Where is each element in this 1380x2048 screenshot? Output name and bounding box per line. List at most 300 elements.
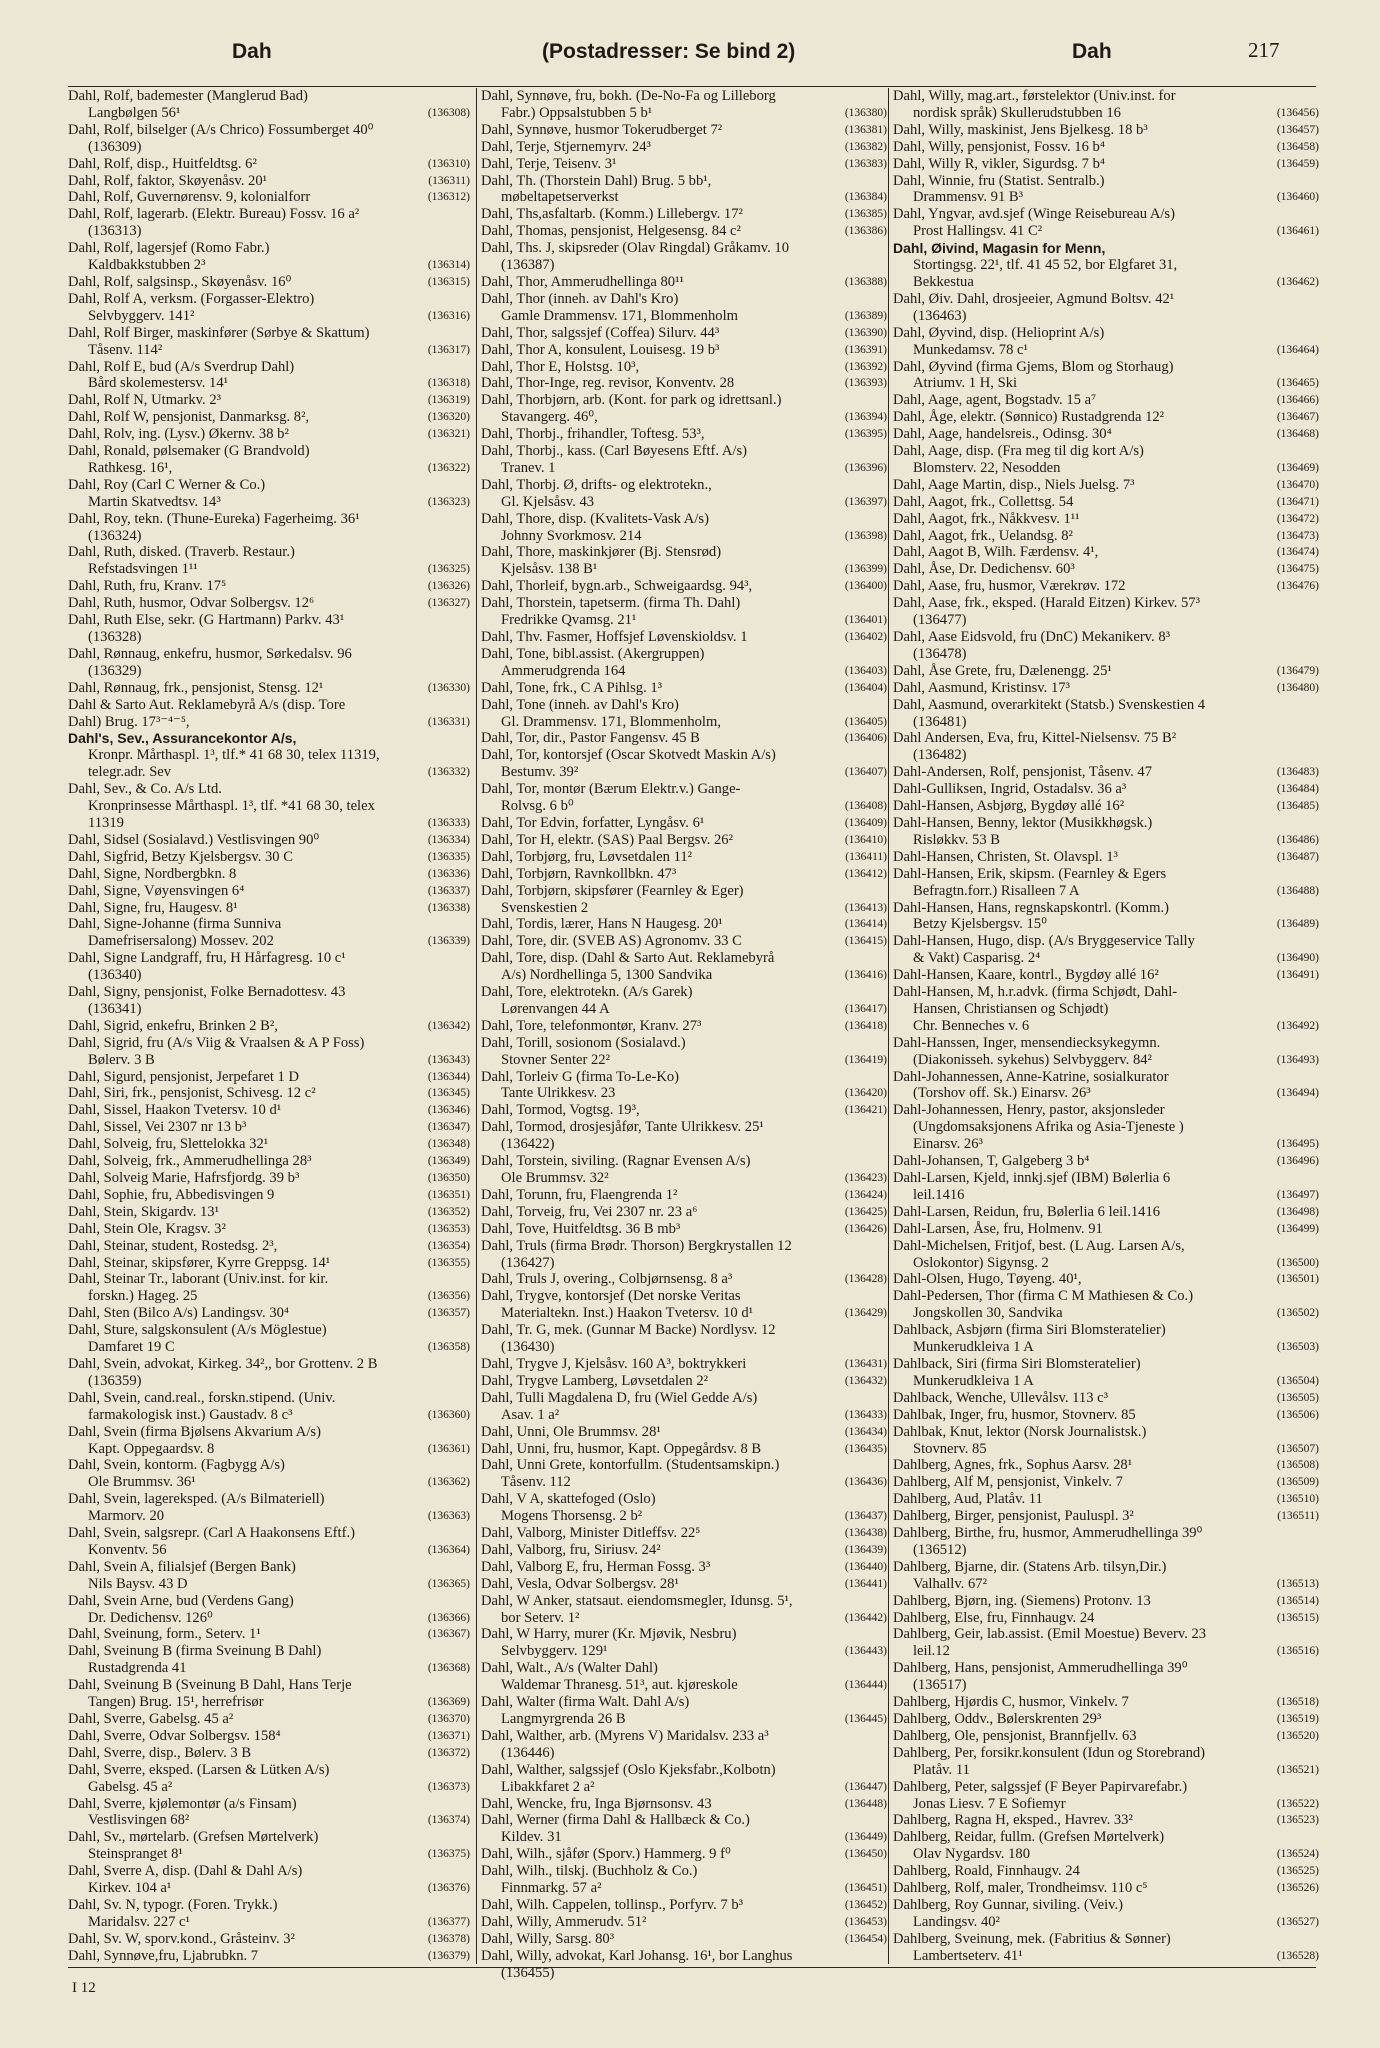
entry-text: Dahl, Sverre, kjølemontør (a/s Finsam) — [68, 1795, 297, 1812]
entry-text: Dahl, Tore, dir. (SVEB AS) Agronomv. 33 C — [481, 933, 742, 950]
directory-entry-line — [481, 325, 889, 342]
directory-entry-line — [481, 933, 889, 950]
directory-entry-line — [481, 1576, 889, 1593]
entry-text: Ole Brummsv. 36¹ — [88, 1474, 196, 1491]
directory-entry-line — [481, 815, 889, 832]
entry-number: (136447) — [844, 1780, 887, 1793]
entry-number: (136361) — [427, 1442, 470, 1455]
entry-text: Dahl, Sissel, Vei 2307 nr 13 b³ — [68, 1119, 247, 1136]
entry-number: (136499) — [1276, 1222, 1319, 1235]
directory-entry-line — [893, 494, 1321, 511]
entry-text: Johnny Svorkmosv. 214 — [501, 527, 642, 544]
entry-text: Rustadgrenda 41 — [88, 1660, 187, 1677]
header-left-keyword: Dah — [232, 40, 272, 63]
entry-number: (136511) — [1277, 1510, 1319, 1523]
directory-entry-line — [68, 1576, 472, 1593]
entry-text: Dahl, Øyvind (firma Gjems, Blom og Storhaug) — [893, 358, 1174, 375]
entry-text: leil.12 — [913, 1643, 950, 1660]
directory-entry-line — [893, 730, 1321, 747]
entry-text: Dahlberg, Hans, pensjonist, Ammerudhellinga 39⁰ — [893, 1660, 1188, 1677]
entry-text: Bestumv. 39² — [501, 764, 579, 781]
directory-entry-line — [68, 1271, 472, 1288]
entry-text: Dahl, Willy, pensjonist, Fossv. 16 b⁴ — [893, 138, 1105, 155]
entry-number: (136398) — [844, 529, 887, 542]
entry-text: Dahl, Walter (firma Walt. Dahl A/s) — [481, 1694, 690, 1711]
directory-entry-line — [68, 342, 472, 359]
directory-entry-line — [893, 1255, 1321, 1272]
entry-text: (Torshov off. Sk.) Einarsv. 26³ — [913, 1085, 1091, 1102]
entry-text: Dahl, Sverre A, disp. (Dahl & Dahl A/s) — [68, 1863, 303, 1880]
directory-entry-line — [481, 1745, 889, 1762]
entry-number: (136525) — [1276, 1865, 1319, 1878]
entry-text: Dahl, Signe Landgraff, fru, H Hårfagresg. 10 c¹ — [68, 950, 346, 967]
directory-entry-line — [893, 359, 1321, 376]
entry-number: (136485) — [1276, 800, 1319, 813]
entry-text: (136359) — [88, 1372, 142, 1389]
directory-entry-line — [893, 342, 1321, 359]
directory-entry-line — [481, 1863, 889, 1880]
entry-text: Dahlberg, Oddv., Bølerskrenten 29³ — [893, 1711, 1102, 1727]
entry-text: Munkerudkleiva 1 A — [913, 1339, 1034, 1356]
directory-entry-line — [68, 561, 472, 578]
directory-entry-line — [893, 1508, 1321, 1525]
entry-number: (136421) — [844, 1104, 887, 1117]
directory-entry-line — [68, 1525, 472, 1542]
directory-entry-line — [481, 1914, 889, 1931]
directory-entry-line — [68, 1356, 472, 1373]
entry-text: & Vakt) Casparisg. 2⁴ — [913, 950, 1041, 967]
directory-entry-line — [893, 1829, 1321, 1846]
footer-signature: I 12 — [72, 1980, 96, 1996]
entry-text: Dahlberg, Geir, lab.assist. (Emil Moestue) Beverv. 23 — [893, 1626, 1207, 1643]
directory-entry-line — [893, 223, 1321, 240]
entry-number: (136378) — [427, 1932, 470, 1945]
entry-number: (136474) — [1276, 546, 1319, 559]
entry-number: (136492) — [1276, 1019, 1319, 1032]
directory-entry-line — [893, 1626, 1321, 1643]
directory-entry-line — [893, 697, 1321, 714]
entry-number: (136428) — [844, 1273, 887, 1286]
directory-entry-line — [481, 950, 889, 967]
directory-entry-line — [68, 206, 472, 223]
entry-text: Dr. Dedichensv. 126⁰ — [88, 1609, 213, 1626]
directory-entry-line — [481, 1508, 889, 1525]
directory-entry-line — [68, 359, 472, 376]
entry-text: Dahl, Wencke, fru, Inga Bjørnsonsv. 43 — [481, 1795, 712, 1812]
entry-number: (136333) — [427, 816, 470, 829]
entry-number: (136456) — [1276, 106, 1319, 119]
entry-text: Dahl-Hansen, Benny, lektor (Musikkhøgsk.) — [893, 814, 1153, 831]
entry-text: Kildev. 31 — [501, 1829, 562, 1846]
entry-text: Dahl, Synnøve, husmor Tokerudberget 7² — [481, 121, 723, 138]
entry-number: (136454) — [844, 1932, 887, 1945]
entry-text: Fredrikke Qvamsg. 21¹ — [501, 612, 637, 629]
directory-entry-line — [68, 1829, 472, 1846]
directory-entry-line — [481, 1238, 889, 1255]
entry-text: Dahl, Rønnaug, frk., pensjonist, Stensg. 12¹ — [68, 679, 324, 696]
entry-text: Tåsenv. 112 — [501, 1474, 571, 1491]
entry-text: Kronprinsesse Mårthaspl. 1³, tlf. *41 68 30, telex — [88, 798, 375, 815]
entry-number: (136502) — [1276, 1307, 1319, 1320]
entry-number: (136479) — [1276, 664, 1319, 677]
directory-entry-line — [68, 1610, 472, 1627]
entry-number: (136487) — [1276, 850, 1319, 863]
directory-entry-line — [481, 663, 889, 680]
entry-text: Lørenvangen 44 A — [501, 1000, 610, 1017]
entry-text: Dahl, Sv., mørtelarb. (Grefsen Mørtelverk) — [68, 1829, 319, 1846]
entry-text: Dahl-Hansen, Erik, skipsm. (Fearnley & Egers — [893, 865, 1167, 882]
entry-text: Atriumv. 1 H, Ski — [913, 375, 1018, 392]
directory-entry-line — [68, 764, 472, 781]
entry-text: Stavangerg. 46⁰, — [501, 409, 598, 426]
entry-text: Risløkkv. 53 B — [913, 831, 1001, 848]
entry-text: Einarsv. 26³ — [913, 1136, 983, 1153]
entry-number: (136507) — [1276, 1442, 1319, 1455]
entry-text: Dahl, Rolf Birger, maskinfører (Sørbye & Skattum) — [68, 324, 370, 341]
directory-entry-line — [68, 916, 472, 933]
directory-entry-line — [893, 1846, 1321, 1863]
entry-number: (136451) — [844, 1882, 887, 1895]
entry-text: Dahl, Stein Ole, Kragsv. 3² — [68, 1220, 226, 1237]
entry-text: Kjelsåsv. 138 B¹ — [501, 561, 598, 578]
entry-text: Dahl, Svein, salgsrepr. (Carl A Haakonsens Eftf.) — [68, 1525, 355, 1542]
entry-text: Dahl, Thorbj., frihandler, Toftesg. 53³, — [481, 426, 705, 443]
entry-number: (136473) — [1276, 529, 1319, 542]
directory-entry-line — [481, 1711, 889, 1728]
directory-entry-line — [68, 494, 472, 511]
directory-entry-line — [68, 1035, 472, 1052]
directory-entry-line — [68, 832, 472, 849]
directory-entry-line — [893, 1373, 1321, 1390]
directory-entry-line — [68, 325, 472, 342]
entry-text: Tangen) Brug. 15¹, herrefrisør — [88, 1694, 264, 1711]
entry-text: Dahlberg, Ragna H, eksped., Havrev. 33² — [893, 1812, 1133, 1829]
directory-entry-line — [481, 967, 889, 984]
directory-entry-line — [481, 1542, 889, 1559]
entry-number: (136332) — [427, 766, 470, 779]
entry-text: Betzy Kjelsbergsv. 15⁰ — [913, 916, 1047, 933]
entry-number: (136498) — [1276, 1205, 1319, 1218]
header-right-keyword: Dah — [1072, 40, 1112, 63]
directory-entry-line — [893, 1136, 1321, 1153]
directory-entry-line — [893, 409, 1321, 426]
directory-entry-line — [893, 1390, 1321, 1407]
entry-text: Dahl, Ronald, pølsemaker (G Brandvold) — [68, 443, 310, 460]
entry-number: (136437) — [844, 1510, 887, 1523]
directory-entry-line — [481, 883, 889, 900]
entry-text: Dahl, Walther, arb. (Myrens V) Maridalsv. 233 a³ — [481, 1727, 769, 1744]
entry-number: (136432) — [844, 1374, 887, 1387]
entry-text: Nils Baysv. 43 D — [88, 1575, 188, 1592]
directory-entry-line — [481, 544, 889, 561]
directory-entry-line — [481, 595, 889, 612]
directory-entry-line — [893, 798, 1321, 815]
entry-text: Bølerv. 3 B — [88, 1051, 155, 1068]
directory-entry-line — [893, 1812, 1321, 1829]
entry-text: Munkedamsv. 78 c¹ — [913, 341, 1028, 358]
entry-number: (136516) — [1276, 1645, 1319, 1658]
directory-entry-line — [481, 511, 889, 528]
directory-column-3 — [888, 88, 1321, 1964]
entry-number: (136374) — [427, 1814, 470, 1827]
directory-entry-line — [68, 1660, 472, 1677]
directory-entry-line — [481, 629, 889, 646]
entry-text: Dahl, Tor, kontorsjef (Oscar Skotvedt Maskin A/s) — [481, 747, 776, 764]
directory-entry-line — [893, 1660, 1321, 1677]
directory-entry-line — [893, 950, 1321, 967]
entry-number: (136468) — [1276, 428, 1319, 441]
directory-entry-line — [893, 173, 1321, 190]
directory-entry-line — [893, 189, 1321, 206]
directory-entry-line — [893, 240, 1321, 257]
directory-entry-line — [893, 1491, 1321, 1508]
entry-text: Dahl, Valborg, Minister Ditleffsv. 22⁵ — [481, 1525, 701, 1542]
entry-text: Dahl, Ruth, husmor, Odvar Solbergsv. 12⁶ — [68, 595, 315, 612]
entry-text: Dahl, Øyvind, disp. (Helioprint A/s) — [893, 324, 1105, 341]
entry-number: (136415) — [844, 935, 887, 948]
directory-entry-line — [68, 1779, 472, 1796]
entry-text: Dahl, W Harry, murer (Kr. Mjøvik, Nesbru) — [481, 1626, 737, 1643]
directory-entry-line — [481, 240, 889, 257]
entry-text: Dahl, Rolf, lagerarb. (Elektr. Bureau) Fossv. 16 a² — [68, 206, 360, 223]
entry-text: nordisk språk) Skullerudstubben 16 — [913, 104, 1121, 121]
entry-text: Dahl, Tr. G, mek. (Gunnar M Backe) Nordlysv. 12 — [481, 1322, 776, 1339]
entry-number: (136343) — [427, 1053, 470, 1066]
entry-text: Dahl, Torveig, fru, Vei 2307 nr. 23 a⁶ — [481, 1203, 698, 1220]
entry-number: (136403) — [844, 664, 887, 677]
directory-entry-line — [893, 443, 1321, 460]
directory-entry-line — [481, 173, 889, 190]
entry-text: Gl. Kjelsåsv. 43 — [501, 493, 595, 510]
entry-number: (136494) — [1276, 1087, 1319, 1100]
entry-text: Dahl, Signe-Johanne (firma Sunniva — [68, 916, 282, 933]
entry-text: Dahl, Sv. W, sporv.kond., Gråsteinv. 3² — [68, 1930, 295, 1947]
directory-entry-line — [481, 1897, 889, 1914]
entry-number: (136375) — [427, 1848, 470, 1861]
directory-entry-line — [893, 849, 1321, 866]
directory-entry-line — [893, 1576, 1321, 1593]
entry-text: Dahl, Synnøve, fru, bokh. (De-No-Fa og Lilleborg — [481, 88, 776, 104]
directory-entry-line — [481, 1610, 889, 1627]
directory-entry-line — [893, 1914, 1321, 1931]
entry-text: Dahl, Aase, fru, husmor, Værekrøv. 172 — [893, 578, 1126, 595]
entry-text: Dahl, Ruth, disked. (Traverb. Restaur.) — [68, 544, 295, 561]
directory-entry-line — [481, 561, 889, 578]
entry-text: Materialtekn. Inst.) Haakon Tvetersv. 10 d¹ — [501, 1305, 753, 1322]
entry-text: Ole Brummsv. 32² — [501, 1170, 609, 1186]
directory-entry-line — [893, 1204, 1321, 1221]
directory-entry-line — [481, 1069, 889, 1086]
entry-number: (136418) — [844, 1019, 887, 1032]
entry-number: (136426) — [844, 1222, 887, 1235]
entry-text: Selvbyggerv. 141² — [88, 307, 195, 324]
entry-text: Gabelsg. 45 a² — [88, 1778, 173, 1795]
entry-text: (136446) — [501, 1744, 555, 1761]
directory-entry-line — [68, 849, 472, 866]
entry-number: (136330) — [427, 681, 470, 694]
entry-text: Dahl, W Anker, statsaut. eiendomsmegler, Idunsg. 5¹, — [481, 1592, 793, 1609]
directory-entry-line — [893, 1779, 1321, 1796]
entry-text: Dahlberg, Aud, Platåv. 11 — [893, 1491, 1043, 1508]
entry-text: Dahl, Willy, Sarsg. 80³ — [481, 1930, 615, 1947]
entry-text: (136430) — [501, 1339, 555, 1356]
directory-entry-line — [481, 1102, 889, 1119]
entry-number: (136367) — [427, 1628, 470, 1641]
entry-text: Dahl) Brug. 17³⁻⁴⁻⁵, — [68, 713, 190, 730]
entry-number: (136441) — [844, 1577, 887, 1590]
entry-number: (136337) — [427, 884, 470, 897]
entry-text: Dahlback, Siri (firma Siri Blomsteratelier) — [893, 1355, 1141, 1372]
directory-entry-line — [481, 1204, 889, 1221]
directory-entry-line — [481, 781, 889, 798]
directory-entry-line — [893, 1745, 1321, 1762]
entry-text: Dahl, Sidsel (Sosialavd.) Vestlisvingen 90⁰ — [68, 831, 320, 848]
directory-entry-line — [68, 1373, 472, 1390]
directory-entry-line — [481, 1085, 889, 1102]
entry-number: (136370) — [427, 1713, 470, 1725]
entry-text: (136517) — [913, 1677, 967, 1694]
directory-entry-line — [893, 578, 1321, 595]
directory-entry-line — [893, 460, 1321, 477]
entry-number: (136356) — [427, 1290, 470, 1303]
directory-entry-line — [481, 1322, 889, 1339]
directory-entry-line — [893, 1863, 1321, 1880]
entry-text: Dahl, Tor, dir., Pastor Fangensv. 45 B — [481, 730, 700, 747]
directory-entry-line — [481, 1255, 889, 1272]
entry-number: (136331) — [427, 715, 470, 728]
header-postal-note: (Postadresser: Se bind 2) — [542, 40, 796, 63]
directory-entry-line — [68, 1626, 472, 1643]
entry-text: Dahl, Thor A, konsulent, Louisesg. 19 b³ — [481, 341, 720, 358]
directory-entry-line — [68, 1069, 472, 1086]
directory-entry-line — [481, 1339, 889, 1356]
entry-text: Gamle Drammensv. 171, Blommenholm — [501, 307, 738, 324]
entry-text: Dahlberg, Hjørdis C, husmor, Vinkelv. 7 — [893, 1694, 1129, 1711]
entry-number: (136491) — [1276, 969, 1319, 982]
entry-number: (136308) — [427, 106, 470, 119]
entry-text: Dahlberg, Per, forsikr.konsulent (Idun og Storebrand) — [893, 1744, 1206, 1761]
entry-text: Dahl, Steinar, student, Rostedsg. 2³, — [68, 1237, 278, 1254]
entry-text: Dahl, Tore, telefonmontør, Kranv. 27³ — [481, 1017, 702, 1034]
entry-text: Prost Hallingsv. 41 C² — [913, 223, 1043, 240]
entry-text: Rolvsg. 6 b⁰ — [501, 798, 574, 815]
directory-entry-line — [68, 1305, 472, 1322]
entry-number: (136310) — [427, 157, 470, 170]
directory-entry-line — [68, 1441, 472, 1458]
directory-entry-line — [481, 528, 889, 545]
directory-entry-line — [68, 173, 472, 190]
entry-text: Dahl, Rolf W, pensjonist, Danmarksg. 8², — [68, 409, 310, 426]
directory-entry-line — [68, 1593, 472, 1610]
entry-text: Dahl, Ths,asfaltarb. (Komm.) Lillebergv. 17² — [481, 206, 743, 223]
entry-text: Dahl, Svein, cand.real., forskn.stipend. (Univ. — [68, 1389, 336, 1406]
entry-text: Dahlbak, Knut, lektor (Norsk Journalistsk.) — [893, 1423, 1147, 1440]
directory-entry-line — [68, 392, 472, 409]
entry-text: Dahl, Thorleif, bygn.arb., Schweigaardsg. 94³, — [481, 578, 753, 595]
entry-text: Dahl, Sissel, Haakon Tvetersv. 10 d¹ — [68, 1102, 282, 1119]
directory-entry-line — [893, 1069, 1321, 1086]
entry-text: Dahl-Hansen, Hugo, disp. (A/s Bryggeservice Tally — [893, 933, 1195, 950]
directory-entry-line — [893, 1339, 1321, 1356]
entry-number: (136412) — [844, 867, 887, 880]
entry-text: Dahl, Aagot, frk., Nåkkvesv. 1¹¹ — [893, 510, 1080, 527]
directory-entry-line — [893, 528, 1321, 545]
directory-entry-line — [68, 1018, 472, 1035]
entry-text: Dahl, Tone (inneh. av Dahl's Kro) — [481, 696, 679, 713]
entry-number: (136405) — [844, 715, 887, 728]
directory-entry-line — [481, 714, 889, 731]
entry-number: (136372) — [427, 1746, 470, 1759]
entry-text: Dahl, Rolf N, Utmarkv. 2³ — [68, 392, 221, 409]
directory-entry-line — [68, 544, 472, 561]
directory-entry-line — [481, 612, 889, 629]
directory-entry-line — [68, 1796, 472, 1813]
directory-entry-line — [893, 511, 1321, 528]
entry-text: Dahl, Svein (firma Bjølsens Akvarium A/s) — [68, 1423, 321, 1440]
directory-entry-line — [481, 1593, 889, 1610]
directory-entry-line — [481, 984, 889, 1001]
entry-number: (136470) — [1276, 478, 1319, 491]
entry-number: (136480) — [1276, 681, 1319, 694]
entry-text: Refstadsvingen 1¹¹ — [88, 561, 198, 578]
directory-entry-line — [68, 781, 472, 798]
entry-text: Dahl, Sigfrid, Betzy Kjelsbergsv. 30 C — [68, 848, 293, 865]
entry-number: (136319) — [427, 394, 470, 407]
entry-text: Dahl & Sarto Aut. Reklamebyrå A/s (disp. Tore — [68, 696, 346, 713]
directory-entry-line — [68, 291, 472, 308]
directory-entry-line — [68, 409, 472, 426]
entry-number: (136373) — [427, 1780, 470, 1793]
directory-entry-line — [481, 697, 889, 714]
directory-entry-line — [68, 1474, 472, 1491]
entry-text: Vestlisvingen 68² — [88, 1812, 190, 1829]
entry-text: Dahl, Unni, fru, husmor, Kapt. Oppegårdsv. 8 B — [481, 1440, 762, 1457]
directory-entry-line — [481, 1474, 889, 1491]
entry-text: møbeltapetserverkst — [501, 189, 619, 206]
entry-text: Dahl, Aase, frk., eksped. (Harald Eitzen) Kirkev. 57³ — [893, 595, 1200, 612]
entry-number: (136465) — [1276, 377, 1319, 390]
entry-number: (136416) — [844, 969, 887, 982]
entry-text: Dahl, Wilh., tilskj. (Buchholz & Co.) — [481, 1863, 698, 1880]
directory-entry-line — [893, 105, 1321, 122]
entry-text: Dahl, Aasmund, overarkitekt (Statsb.) Svenskestien 4 — [893, 696, 1206, 713]
entry-text: Dahl, Thv. Fasmer, Hoffsjef Løvenskioldsv. 1 — [481, 629, 748, 645]
directory-entry-line — [68, 815, 472, 832]
entry-text: Steinspranget 8¹ — [88, 1846, 183, 1863]
entry-text: Dahl, Terje, Teisenv. 3¹ — [481, 155, 617, 172]
entry-number: (136358) — [427, 1341, 470, 1354]
entry-number: (136321) — [427, 428, 470, 441]
directory-entry-line — [68, 747, 472, 764]
directory-entry-line — [893, 1407, 1321, 1424]
directory-entry-line — [68, 257, 472, 274]
directory-entry-line — [68, 1136, 472, 1153]
entry-text: Dahl, Svein Arne, bud (Verdens Gang) — [68, 1592, 294, 1609]
directory-entry-line — [481, 206, 889, 223]
entry-text: Dahl, Thorstein, tapetserm. (firma Th. Dahl) — [481, 595, 741, 612]
directory-entry-line — [481, 1677, 889, 1694]
entry-text: Kapt. Oppegaardsv. 8 — [88, 1440, 215, 1457]
entry-number: (136521) — [1276, 1763, 1319, 1776]
directory-entry-line — [893, 916, 1321, 933]
directory-entry-line — [893, 1474, 1321, 1491]
entry-text: Dahl, Tor Edvin, forfatter, Lyngåsv. 6¹ — [481, 814, 705, 831]
entry-number: (136452) — [844, 1898, 887, 1911]
directory-entry-line — [68, 612, 472, 629]
entry-text: (136340) — [88, 967, 142, 984]
entry-text: Dahl, Thor (inneh. av Dahl's Kro) — [481, 290, 679, 307]
directory-entry-line — [893, 900, 1321, 917]
